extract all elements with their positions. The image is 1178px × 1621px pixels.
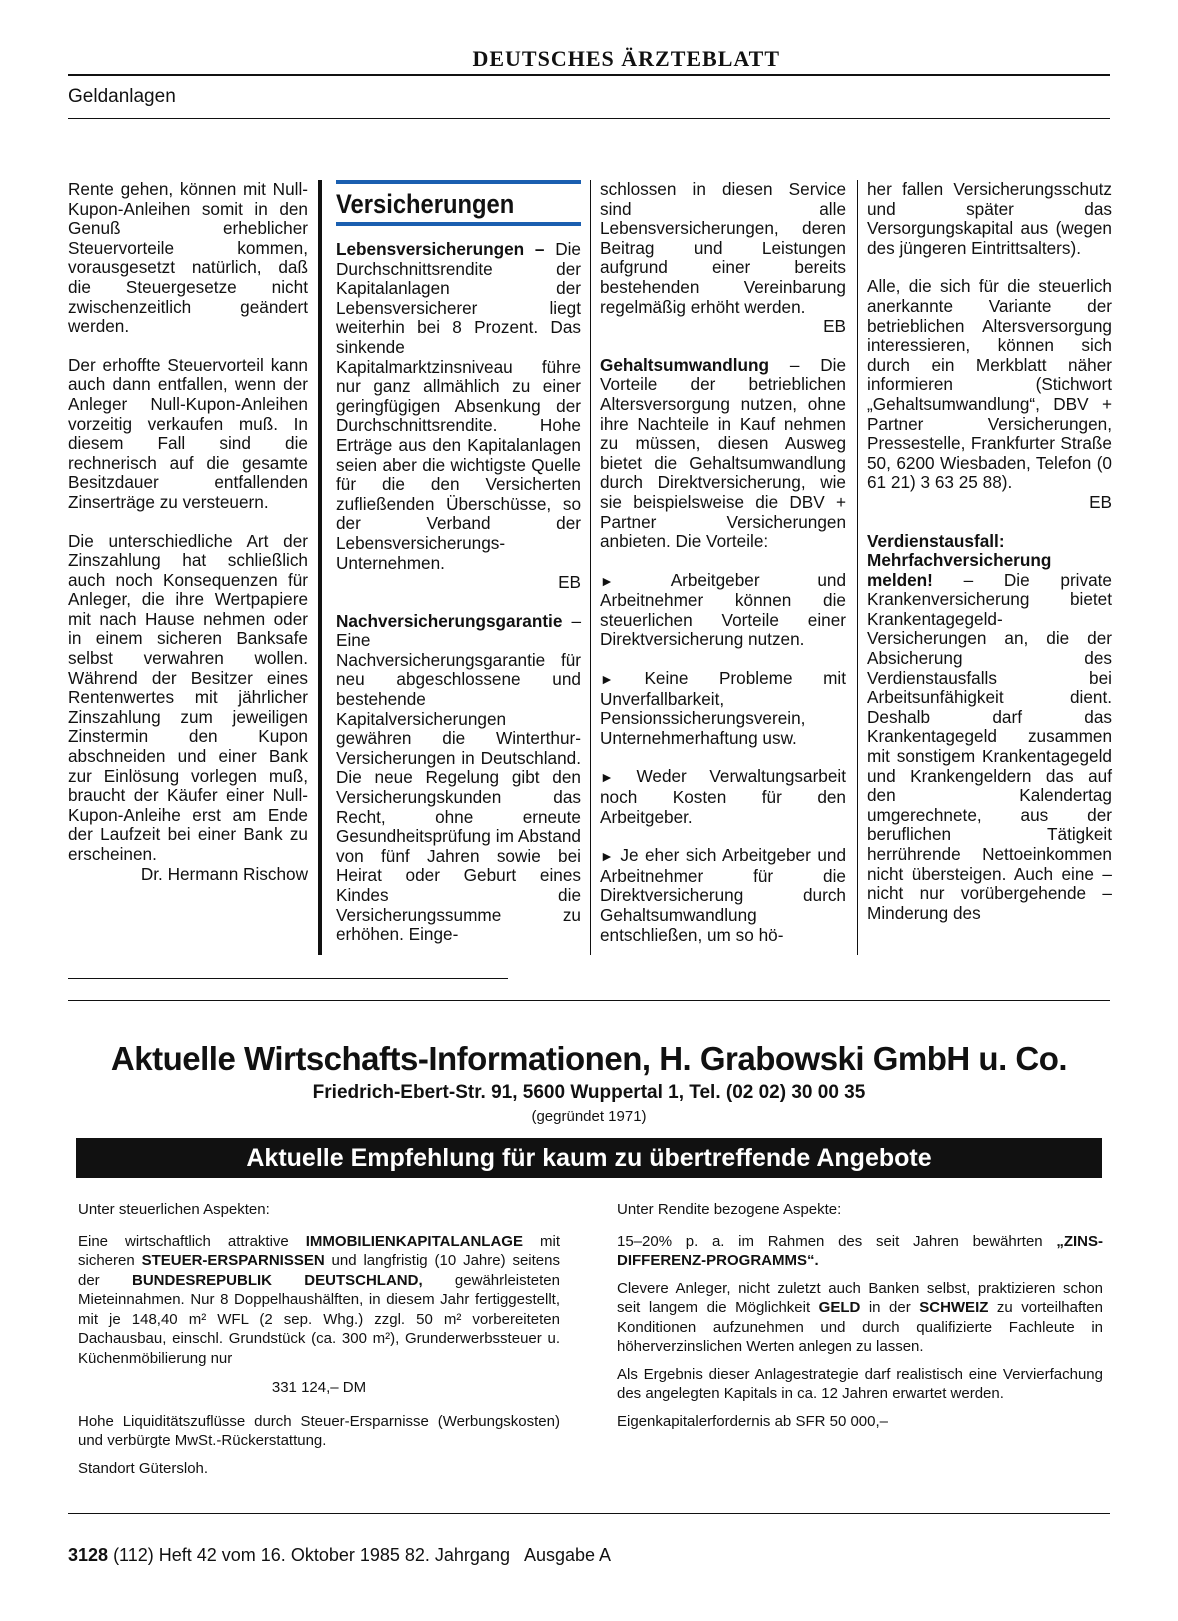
ad-paragraph: Standort Gütersloh. (78, 1459, 209, 1477)
section-heading (336, 180, 581, 226)
item-title: Nachversicherungsgarantie (336, 610, 563, 631)
footer (68, 1545, 611, 1566)
ad-founded: (gegründet 1971) (531, 1108, 647, 1125)
ad-paragraph: 15–20% p. a. im Rahmen des seit Jahren bewährten „ZINS-DIFFERENZ-PROGRAMMS“. (617, 1232, 1103, 1269)
news-item: Nachversicherungsgarantie – Eine Nachversicherungsgarantie für neu abgeschlossene und bestehende Kapitalversicherungen gewähren die Winterthur-Versicherungen in Deutschland. Die neue Regelung gibt den Versicherungskunden das Recht, ohne erneute Gesundheitsprüfung im Abstand von fünf Jahren sowie bei Heirat oder Geburt eines Kindes die Versicherungssumme zu erhöhen. Einge- (336, 610, 581, 945)
signature: EB (558, 572, 581, 593)
ad-paragraph: Als Ergebnis dieser Anlagestrategie darf realistisch eine Vervierfachung des angelegten Kapitals in ca. 12 Jahren erwartet werden. (617, 1365, 1103, 1402)
paragraph: Alle, die sich für die steuerlich anerkannte Variante der betrieblichen Altersversorgung interessieren, können sich durch ein Merkblatt näher informieren (Stichwort „Gehaltsumwandlung“, DBV + Partner Versicherungen, Pressestelle, Frankfurter Straße 50, 6200 Wiesbaden, Telefon (0 61 21) 3 63 25 88). EB (867, 276, 1112, 512)
journal-title: DEUTSCHES ÄRZTEBLATT (472, 46, 780, 71)
ad-paragraph: Hohe Liquiditätszuflüsse durch Steuer-Ersparnisse (Werbungskosten) und verbürgte MwSt.-Rückerstattung. (78, 1412, 560, 1449)
ad-subheading: Unter Rendite bezogene Aspekte: (617, 1201, 842, 1218)
news-item: Lebensversicherungen – Die Durchschnittsrendite der Kapitalanlagen der Lebensversicherer liegt weiterhin bei 8 Prozent. Das sinkende Kapitalmarktzinsniveau führe nur ganz allmählich zu einer geringfügigen Absenkung der Durchschnittsrendite. Hohe Erträge aus den Kapitalanlagen seien aber die wichtigste Quelle für die den Versicherten zufließenden Überschüsse, so der Verband der Lebensversicherungs-Unternehmen. EB (336, 239, 581, 593)
section-label: Geldanlagen (68, 86, 176, 107)
ad-left-column (78, 1200, 560, 1486)
column-separator (857, 180, 858, 955)
ad-paragraph: Eigenkapitalerfordernis ab SFR 50 000,– (617, 1412, 888, 1430)
ad-address: Friedrich-Ebert-Str. 91, 5600 Wuppertal 1, Tel. (02 02) 30 00 35 (312, 1082, 866, 1103)
paragraph: schlossen in diesen Service sind alle Lebensversicherungen, deren Beitrag und Leistungen aufgrund einer bereits bestehenden Vereinbarung regelmäßig erhöht werden. EB (600, 179, 846, 337)
divider (68, 978, 508, 979)
bullet-arrow-icon: ► (600, 572, 614, 589)
column-separator (318, 180, 322, 955)
ad-right-column (617, 1200, 1103, 1439)
paragraph: Rente gehen, können mit Null-Kupon-Anleihen somit in den Genuß erheblicher Steuervorteile kommen, vorausgesetzt natürlich, daß die Steuergesetze nicht zwischenzeitlich geändert werden. (68, 179, 308, 337)
heading-versicherungen: Versicherungen (336, 189, 515, 219)
ad-title: Aktuelle Wirtschafts-Informationen, H. Grabowski GmbH u. Co. (110, 1040, 1068, 1077)
ad-paragraph: Eine wirtschaftlich attraktive IMMOBILIENKAPITALANLAGE mit sicheren STEUER-ERSPARNISSEN und langfristig (10 Jahre) seitens der BUNDESREPUBLIK DEUTSCHLAND, gewährleisteten Mieteinnahmen. Nur 8 Doppelhaushälften, in diesem Jahr fertiggestellt, mit je 148,40 m² WFL (2 sep. Whg.) zzgl. 50 m² vorbereiteten Dachausbau, einschl. Grundstück (ca. 300 m²), Grunderwerbssteuer u. Küchenmöbilierung nur (78, 1232, 560, 1367)
paragraph: Der erhoffte Steuervorteil kann auch dann entfallen, wenn der Anleger Null-Kupon-Anleihen vorzeitig verkaufen muß. In diesem Fall sind die rechnerisch auf die gesamte Besitzdauer entfallenden Zinserträge zu versteuern. (68, 354, 308, 512)
list-item: ► Je eher sich Arbeitgeber und Arbeitnehmer für die Direktversicherung durch Gehaltsumwandlung entschließen, um so hö- (600, 845, 847, 945)
article-column-1 (68, 180, 308, 884)
list-item: ► Keine Probleme mit Unverfallbarkeit, Pensionssicherungsverein, Unternehmerhaftung usw. (600, 668, 847, 748)
header-rule (68, 118, 1110, 119)
item-title: Verdienstausfall: Mehrfachversicherung melden! (867, 530, 1052, 590)
item-title: Gehaltsumwandlung (600, 354, 770, 375)
news-item: Verdienstausfall: Mehrfachversicherung melden! – Die private Krankenversicherung bietet Krankentagegeld-Versicherungen an, die der Absicherung des Verdienstausfalls bei Arbeitsunfähigkeit dient. Deshalb darf das Krankentagegeld zusammen mit sonstigem Krankentagegeld und Krankengeldern das auf den Kalendertag umgerechnete, aus der beruflichen Tätigkeit herrührende Nettoeinkommen nicht übersteigen. Auch eine – nicht nur vorübergehende – Minderung des (867, 530, 1112, 923)
masthead (68, 44, 1110, 76)
paragraph: Die unterschiedliche Art der Zinszahlung hat schließlich auch noch Konsequenzen für Anleger, die ihre Wertpapiere mit nach Hause nehmen oder in einem sicheren Banksafe selbst verwahren wollen. Während der Besitzer eines Rentenwertes mit jährlicher Zinszahlung zum jeweiligen Zinstermin den Kupon abschneiden und einer Bank zur Einlösung vorlegen muß, braucht der Käufer einer Null-Kupon-Anleihe erst am Ende der Laufzeit bei einer Bank zu erscheinen. Dr. Hermann Rischow (68, 530, 308, 884)
ad-banner: Aktuelle Empfehlung für kaum zu übertreffende Angebote (76, 1138, 1102, 1178)
article-column-3 (600, 180, 846, 964)
article-column-2 (336, 180, 581, 964)
signature: EB (1089, 491, 1112, 512)
ad-paragraph: Clevere Anleger, nicht zuletzt auch Banken selbst, praktizieren schon seit langem die Möglichkeit GELD in der SCHWEIZ zu vorteilhaften Konditionen aufzunehmen und durch qualifizierte Fachleute in höherverzinslichen Werten anlegen zu lassen. (617, 1279, 1103, 1355)
signature: EB (823, 316, 846, 337)
issue-info: (112) Heft 42 vom 16. Oktober 1985 82. Jahrgang Ausgabe A (113, 1545, 612, 1565)
column-separator (590, 180, 591, 955)
footer-rule (68, 1513, 1110, 1514)
list-item: ► Arbeitgeber und Arbeitnehmer können die steuerlichen Vorteile einer Direktversicherung nutzen. (600, 569, 846, 650)
ad-price: 331 124,– DM (271, 1379, 367, 1396)
bullet-arrow-icon: ► (600, 769, 614, 786)
bullet-arrow-icon: ► (600, 848, 614, 865)
author: Dr. Hermann Rischow (140, 863, 308, 884)
bullet-arrow-icon: ► (600, 671, 614, 688)
list-item: ► Weder Verwaltungsarbeit noch Kosten für den Arbeitgeber. (600, 766, 847, 827)
divider (68, 1000, 1110, 1001)
news-item: Gehaltsumwandlung – Die Vorteile der betrieblichen Altersversorgung nutzen, ohne ihre Nachteile in Kauf nehmen zu müssen, diesen Ausweg bietet die Gehaltsumwandlung durch Direktversicherung, wie sie beispielsweise die DBV + Partner Versicherungen anbieten. Die Vorteile: (600, 354, 846, 552)
article-column-4 (867, 180, 1112, 942)
ad-subheading: Unter steuerlichen Aspekten: (78, 1201, 270, 1218)
item-title: Lebensversicherungen – (336, 239, 545, 259)
paragraph: her fallen Versicherungsschutz und später das Versorgungskapital aus (wegen des jüngeren Eintrittsalters). (867, 179, 1112, 258)
page-number: 3128 (68, 1545, 109, 1565)
